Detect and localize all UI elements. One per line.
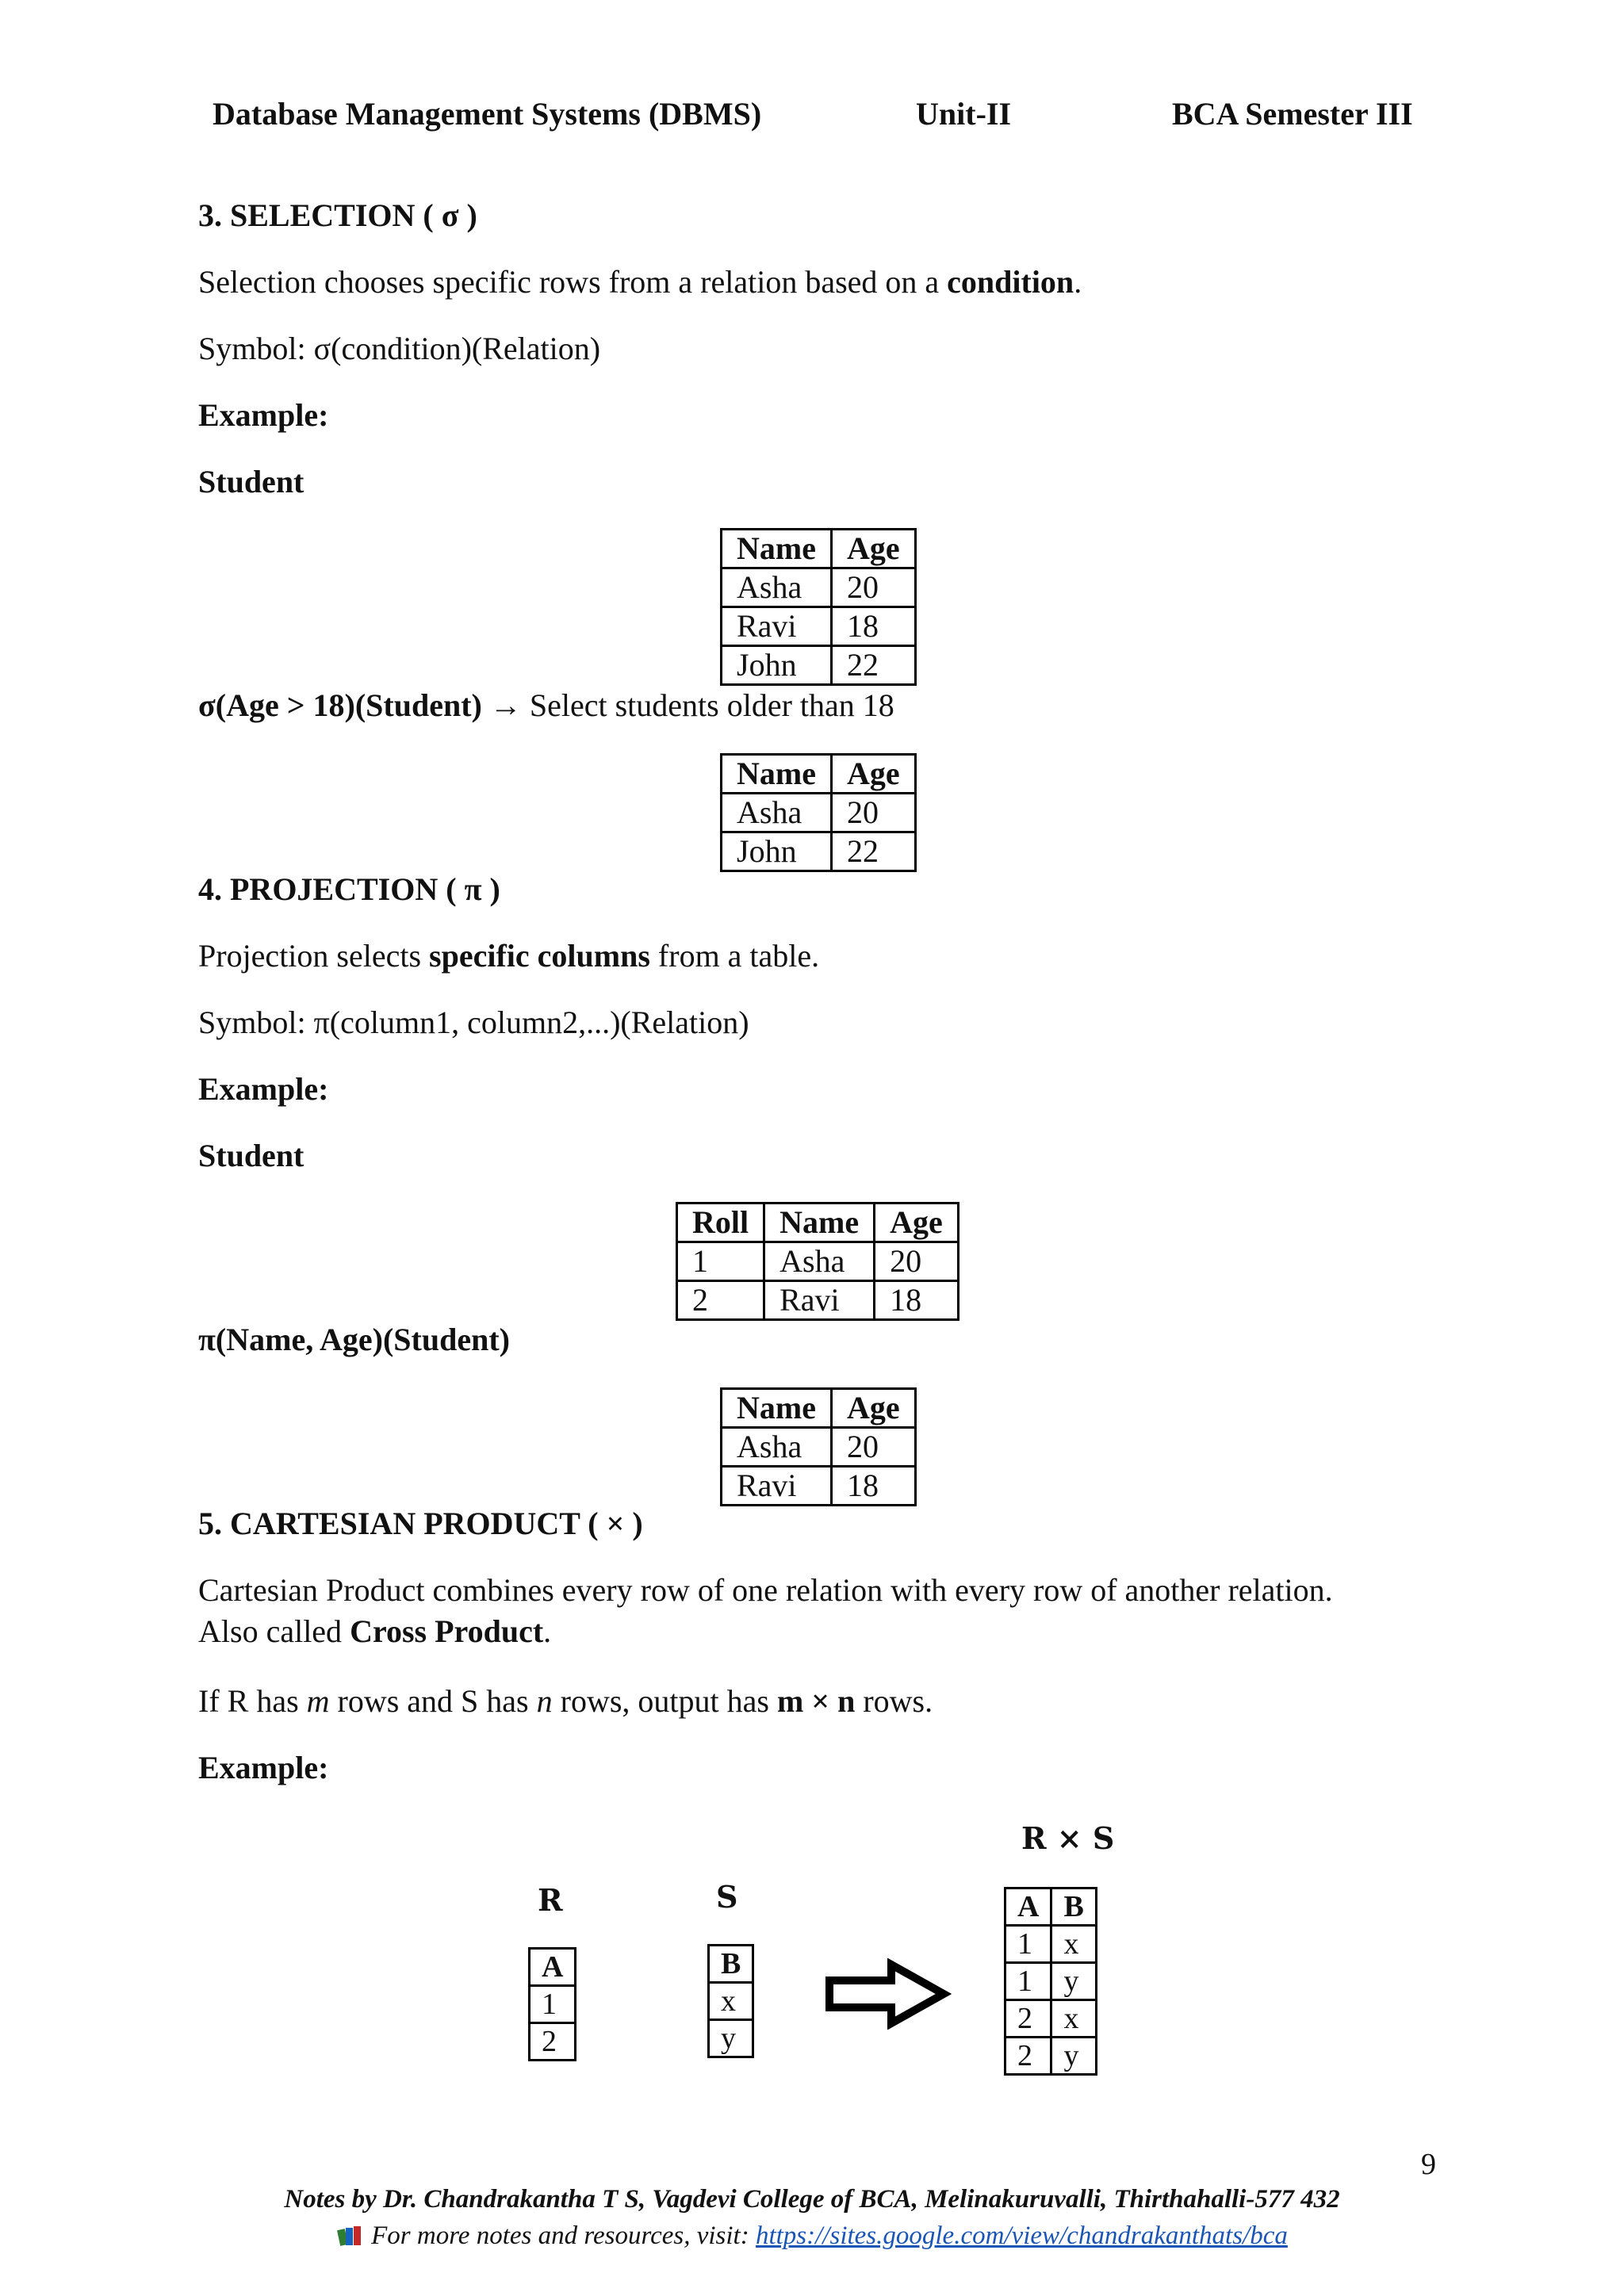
table-row — [677, 1281, 959, 1320]
table-row — [722, 568, 916, 607]
table-row — [530, 2023, 576, 2061]
footer-credit-text: Notes by Dr. Chandrakantha T S, Vagdevi College of BCA, Melinakuruvalli, Thirthahalli-577 432 — [284, 2185, 1340, 2214]
cartesian-example-label: Example: — [198, 1750, 329, 1785]
table-row — [722, 832, 916, 871]
selection-desc-bold: condition — [947, 264, 1074, 300]
selection-expr-rest: → Select students older than 18 — [481, 687, 894, 723]
table-row — [709, 1983, 753, 2020]
selection-example-label: Example: — [198, 397, 329, 433]
table-row — [1005, 2000, 1097, 2038]
r-table — [528, 1947, 576, 2061]
table-cell: 2 — [1005, 2038, 1051, 2075]
column-header: B — [709, 1946, 753, 1983]
table-cell: x — [709, 1983, 753, 2020]
projection-relation-label: Student — [198, 1138, 304, 1173]
rows-rule-m: m — [306, 1683, 330, 1719]
right-arrow-icon — [825, 1958, 952, 2030]
table-cell: y — [1051, 1963, 1096, 2000]
table-cell: Asha — [764, 1242, 875, 1281]
cartesian-rows-rule — [198, 1681, 933, 1722]
s-label: S — [716, 1879, 738, 1915]
table-cell: Ravi — [722, 607, 832, 646]
table-cell: 2 — [677, 1281, 764, 1320]
cartesian-heading: 5. CARTESIAN PRODUCT ( × ) — [198, 1506, 643, 1541]
header-unit: Unit-II — [916, 96, 1012, 132]
selection-student-table — [720, 528, 917, 686]
header-course-title: Database Management Systems (DBMS) — [213, 96, 762, 132]
table-cell: Ravi — [764, 1281, 875, 1320]
projection-student-table — [676, 1202, 959, 1321]
r-label: R — [538, 1882, 563, 1918]
column-header: A — [1005, 1888, 1051, 1926]
table-cell: 20 — [875, 1242, 959, 1281]
footer-resources — [0, 2221, 1624, 2251]
projection-desc-pre: Projection selects — [198, 938, 430, 974]
cartesian-desc-line2-bold: Cross Product — [350, 1613, 544, 1649]
selection-expr-bold: σ(Age > 18)(Student) — [198, 687, 482, 723]
table-cell: John — [722, 832, 832, 871]
table-header-row — [1005, 1888, 1097, 1926]
footer-resources-pre: For more notes and resources, visit: — [371, 2221, 756, 2250]
projection-desc-bold: specific columns — [429, 938, 650, 974]
column-header: Name — [764, 1203, 875, 1242]
table-cell: 20 — [831, 794, 915, 832]
table-cell: 1 — [677, 1242, 764, 1281]
table-row — [677, 1242, 959, 1281]
table-cell: y — [1051, 2038, 1096, 2075]
books-icon — [336, 2223, 363, 2247]
selection-relation-label: Student — [198, 464, 304, 499]
selection-expression — [198, 685, 894, 726]
table-header-row — [722, 1389, 916, 1428]
cartesian-desc-line2-pre: Also called — [198, 1613, 350, 1649]
column-header: Age — [831, 1389, 915, 1428]
header-semester: BCA Semester III — [1172, 96, 1413, 132]
cartesian-desc-line2-post: . — [543, 1613, 552, 1649]
selection-desc-pre: Selection chooses specific rows from a relation based on a — [198, 264, 948, 300]
table-cell: 18 — [831, 1467, 915, 1506]
selection-description — [198, 262, 1082, 303]
projection-description — [198, 936, 819, 977]
cartesian-desc-line1: Cartesian Product combines every row of one relation with every row of another relation. — [198, 1572, 1333, 1608]
footer-credit — [0, 2185, 1624, 2214]
table-header-row — [722, 755, 916, 794]
footer-link[interactable]: https://sites.google.com/view/chandrakanthats/bca — [755, 2221, 1288, 2250]
table-cell: 1 — [530, 1986, 576, 2023]
projection-heading: 4. PROJECTION ( π ) — [198, 871, 500, 907]
table-header-row — [709, 1946, 753, 1983]
table-cell: 2 — [530, 2023, 576, 2061]
table-cell: 2 — [1005, 2000, 1051, 2038]
table-cell: Asha — [722, 794, 832, 832]
table-row — [722, 1428, 916, 1467]
table-row — [1005, 1926, 1097, 1963]
table-header-row — [530, 1949, 576, 1986]
table-row — [722, 607, 916, 646]
table-cell: Asha — [722, 568, 832, 607]
table-cell: x — [1051, 1926, 1096, 1963]
column-header: Name — [722, 530, 832, 568]
table-row — [709, 2020, 753, 2057]
table-cell: 1 — [1005, 1963, 1051, 2000]
projection-example-label: Example: — [198, 1071, 329, 1107]
table-row — [530, 1986, 576, 2023]
table-header-row — [677, 1203, 959, 1242]
table-header-row — [722, 530, 916, 568]
table-row — [1005, 2038, 1097, 2075]
rows-rule-mid2: rows, output has — [552, 1683, 777, 1719]
table-row — [722, 794, 916, 832]
rxs-table — [1004, 1887, 1097, 2076]
selection-heading: 3. SELECTION ( σ ) — [198, 197, 477, 233]
column-header: B — [1051, 1888, 1096, 1926]
projection-symbol: Symbol: π(column1, column2,...)(Relation) — [198, 1004, 749, 1040]
column-header: Age — [831, 530, 915, 568]
rxs-label: R × S — [1021, 1820, 1115, 1856]
table-cell: 1 — [1005, 1926, 1051, 1963]
s-table — [707, 1944, 754, 2058]
cartesian-description — [198, 1570, 1333, 1652]
table-cell: Ravi — [722, 1467, 832, 1506]
table-cell: 20 — [831, 568, 915, 607]
selection-symbol: Symbol: σ(condition)(Relation) — [198, 331, 601, 366]
table-cell: 22 — [831, 832, 915, 871]
rows-rule-post: rows. — [855, 1683, 933, 1719]
projection-expression: π(Name, Age)(Student) — [198, 1322, 510, 1357]
column-header: A — [530, 1949, 576, 1986]
column-header: Age — [875, 1203, 959, 1242]
projection-result-table — [720, 1387, 917, 1506]
table-cell: x — [1051, 2000, 1096, 2038]
table-row — [722, 1467, 916, 1506]
column-header: Name — [722, 1389, 832, 1428]
column-header: Roll — [677, 1203, 764, 1242]
selection-result-table — [720, 753, 917, 872]
table-row — [722, 646, 916, 685]
table-cell: Asha — [722, 1428, 832, 1467]
table-cell: 18 — [831, 607, 915, 646]
table-row — [1005, 1963, 1097, 2000]
table-cell: y — [709, 2020, 753, 2057]
selection-desc-post: . — [1074, 264, 1082, 300]
column-header: Name — [722, 755, 832, 794]
rows-rule-n: n — [536, 1683, 553, 1719]
rows-rule-mid1: rows and S has — [329, 1683, 537, 1719]
table-cell: 22 — [831, 646, 915, 685]
projection-desc-post: from a table. — [649, 938, 820, 974]
cartesian-desc-line2 — [198, 1611, 1333, 1652]
page-number: 9 — [1421, 2148, 1436, 2181]
column-header: Age — [831, 755, 915, 794]
rows-rule-bold: m × n — [776, 1683, 856, 1719]
table-cell: John — [722, 646, 832, 685]
rows-rule-pre: If R has — [198, 1683, 307, 1719]
table-cell: 20 — [831, 1428, 915, 1467]
table-cell: 18 — [875, 1281, 959, 1320]
